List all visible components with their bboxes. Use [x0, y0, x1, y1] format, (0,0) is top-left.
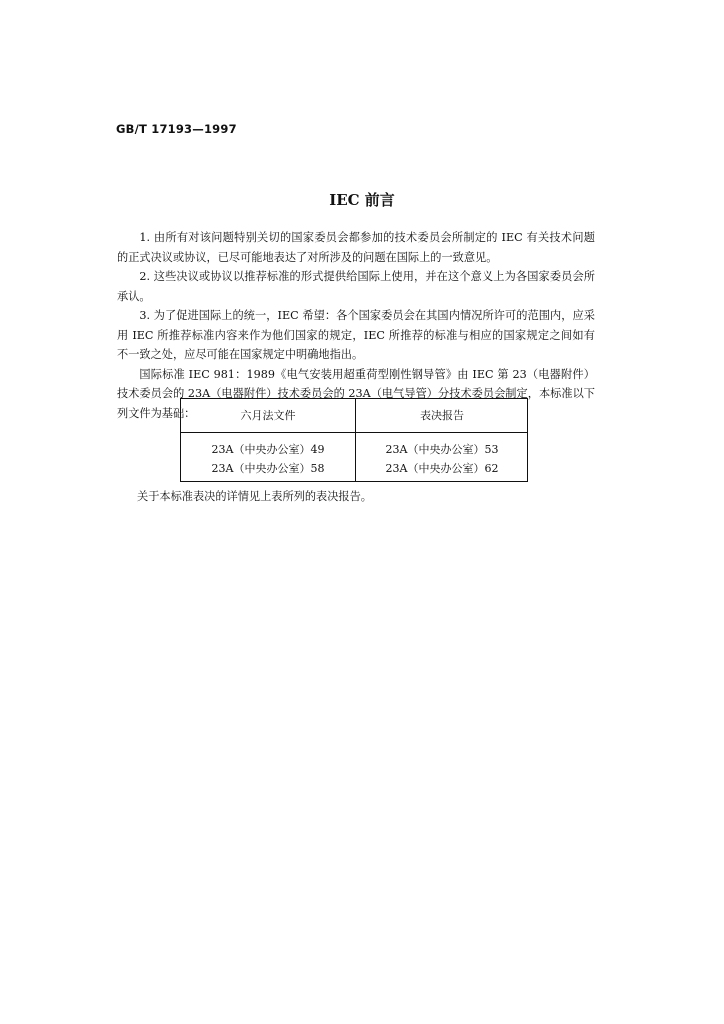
paragraph-1: 1. 由所有对该问题特别关切的国家委员会都参加的技术委员会所制定的 IEC 有关技术问题的正式决议或协议，已尽可能地表达了对所涉及的问题在国际上的一致意见。: [117, 231, 595, 264]
table-cell: 23A（中央办公室）53: [385, 443, 499, 456]
table-cell: 23A（中央办公室）58: [211, 462, 325, 475]
voting-note: 关于本标准表决的详情见上表所列的表决报告。: [137, 490, 372, 503]
table-cell: 23A（中央办公室）62: [385, 462, 499, 475]
table-cell: 23A（中央办公室）49: [211, 443, 325, 456]
preface-body: [117, 228, 595, 423]
standard-code: GB/T 17193—1997: [116, 122, 237, 136]
table-header-voting-report: 表决报告: [420, 409, 464, 422]
section-title: IEC 前言: [329, 191, 395, 209]
document-basis-table: [180, 398, 528, 482]
paragraph-2: 2. 这些决议或协议以推荐标准的形式提供给国际上使用，并在这个意义上为各国家委员会所承认。: [117, 270, 595, 303]
table-header-dis-documents: 六月法文件: [240, 409, 296, 422]
paragraph-4: 国际标准 IEC 981：1989《电气安装用超重荷型刚性钢导管》由 IEC 第 23（电器附件）技术委员会的 23A（电器附件）技术委员会的 23A（电气导管）分技术委员会制定，本标准以下列文件为基础：: [117, 367, 595, 420]
table-header-divider: [181, 432, 527, 433]
paragraph-3: 3. 为了促进国际上的统一，IEC 希望：各个国家委员会在其国内情况所许可的范围内，应采用 IEC 所推荐标准内容来作为他们国家的规定，IEC 所推荐的标准与相应的国家规定之间如有不一致之处，应尽可能在国家规定中明确地指出。: [117, 309, 595, 361]
